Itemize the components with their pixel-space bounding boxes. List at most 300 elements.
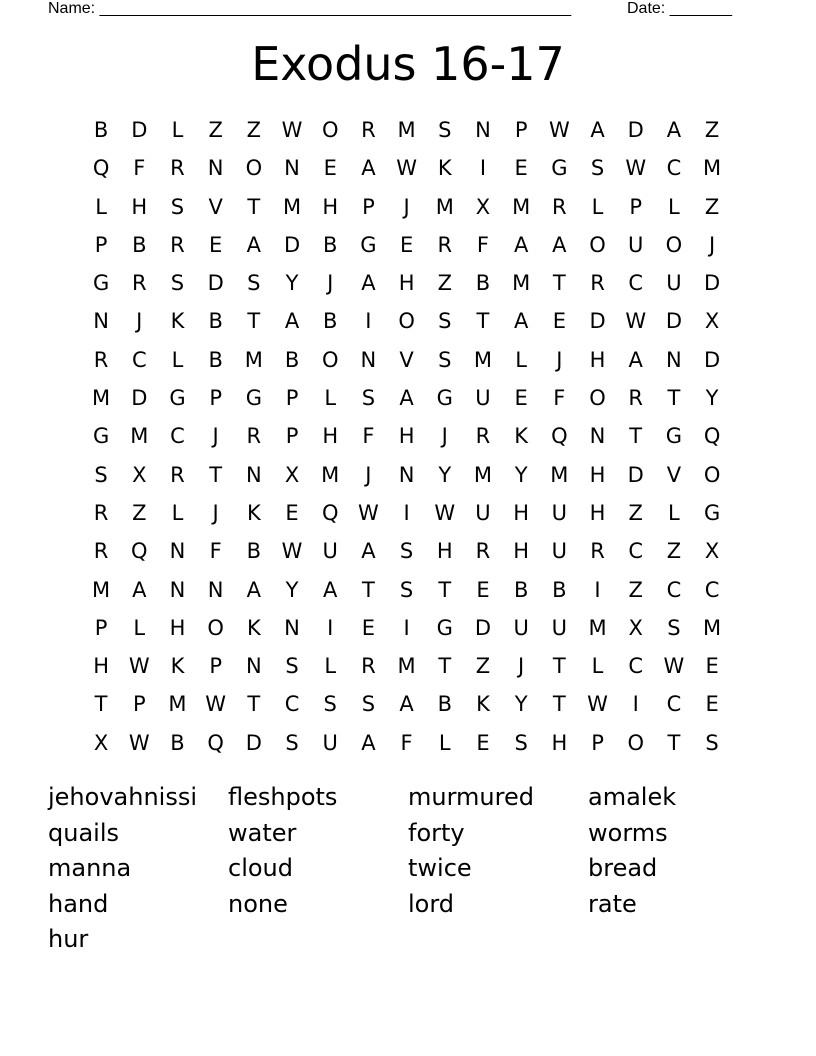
grid-letter: L	[591, 654, 604, 679]
grid-letter: U	[551, 500, 568, 525]
grid-letter: E	[514, 156, 528, 181]
grid-letter: U	[475, 500, 491, 525]
grid-letter: G	[436, 615, 453, 640]
grid-letter: M	[588, 615, 607, 640]
grid-letter: H	[436, 539, 453, 564]
grid-letter: N	[398, 462, 415, 487]
grid-letter: K	[514, 424, 529, 449]
grid-letter: A	[513, 309, 529, 334]
word-list-item: water	[228, 818, 297, 847]
grid-letter: U	[475, 386, 491, 411]
grid-letter: D	[283, 232, 301, 257]
grid-letter: Q	[703, 424, 721, 449]
grid-letter: A	[666, 118, 682, 142]
grid-letter: B	[552, 577, 567, 602]
grid-letter: L	[324, 386, 337, 411]
word-list-item: amalek	[588, 783, 677, 811]
grid-letter: A	[513, 232, 529, 257]
grid-letter: F	[362, 424, 375, 449]
grid-letter: T	[629, 424, 643, 449]
grid-letter: J	[212, 500, 219, 525]
grid-letter: P	[285, 386, 299, 411]
grid-letter: B	[323, 309, 338, 334]
grid-letter: K	[170, 654, 185, 679]
grid-letter: R	[361, 654, 376, 679]
grid-letter: Z	[666, 539, 682, 564]
grid-letter: W	[587, 692, 608, 717]
grid-letter: D	[245, 730, 262, 755]
grid-letter: S	[170, 271, 185, 296]
grid-letter: T	[438, 654, 452, 679]
grid-letter: K	[246, 500, 261, 525]
grid-letter: G	[92, 424, 110, 449]
grid-letter: T	[247, 692, 261, 717]
grid-letter: M	[321, 462, 340, 487]
grid-letter: U	[322, 730, 338, 755]
grid-letter: B	[323, 232, 338, 257]
grid-letter: S	[667, 615, 681, 640]
grid-letter: P	[591, 730, 604, 755]
grid-letter: Z	[132, 500, 147, 525]
grid-letter: D	[131, 118, 148, 142]
grid-letter: A	[552, 232, 567, 257]
grid-letter: R	[437, 232, 453, 257]
grid-letter: S	[170, 194, 185, 219]
grid-letter: E	[552, 309, 566, 334]
grid-letter: O	[321, 118, 339, 142]
grid-letter: T	[209, 462, 223, 487]
grid-letter: D	[627, 462, 644, 487]
grid-letter: T	[667, 730, 681, 755]
word-list	[48, 780, 768, 958]
grid-letter: M	[473, 462, 493, 487]
grid-letter: E	[209, 232, 223, 257]
grid-letter: D	[704, 271, 721, 296]
grid-letter: M	[282, 194, 302, 219]
grid-letter: I	[632, 692, 639, 717]
grid-letter: F	[209, 539, 222, 564]
grid-letter: M	[512, 271, 531, 296]
grid-letter: G	[665, 424, 683, 449]
grid-letter: J	[212, 424, 219, 449]
grid-letter: Y	[514, 462, 528, 487]
grid-letter: G	[360, 232, 377, 257]
grid-letter: X	[704, 309, 720, 334]
grid-letter: X	[93, 730, 109, 755]
grid-letter: W	[281, 118, 303, 142]
grid-letter: N	[207, 577, 224, 602]
grid-letter: D	[131, 386, 148, 411]
grid-letter: P	[94, 232, 108, 257]
grid-letter: E	[514, 386, 528, 411]
word-list-item: cloud	[228, 854, 293, 883]
grid-letter: W	[128, 654, 150, 679]
grid-letter: A	[361, 156, 376, 181]
grid-letter: N	[169, 539, 186, 564]
grid-letter: F	[400, 730, 413, 755]
grid-letter: A	[628, 347, 643, 372]
grid-letter: A	[246, 577, 262, 602]
grid-letter: H	[322, 424, 339, 449]
grid-letter: G	[703, 500, 721, 525]
grid-letter: Y	[514, 692, 528, 717]
grid-letter: A	[284, 309, 300, 334]
grid-letter: S	[438, 118, 452, 142]
grid-letter: C	[170, 424, 185, 449]
grid-letter: E	[399, 232, 414, 257]
grid-letter: F	[133, 156, 146, 181]
grid-letter: H	[589, 347, 606, 372]
grid-letter: S	[323, 692, 337, 717]
grid-letter: B	[475, 271, 491, 296]
grid-letter: O	[398, 309, 415, 334]
grid-letter: R	[475, 424, 491, 449]
grid-letter: K	[437, 156, 452, 181]
grid-letter: P	[94, 615, 108, 640]
grid-letter: D	[627, 118, 644, 142]
grid-letter: X	[704, 539, 720, 564]
grid-letter: R	[131, 271, 147, 296]
grid-letter: P	[629, 194, 643, 219]
grid-letter: A	[399, 386, 414, 411]
grid-letter: B	[513, 577, 529, 602]
grid-letter: S	[285, 730, 299, 755]
grid-letter: R	[170, 462, 185, 487]
grid-letter: G	[169, 386, 186, 411]
grid-letter: R	[170, 232, 185, 257]
grid-letter: J	[327, 271, 334, 296]
word-list-item: hand	[48, 889, 109, 918]
grid-letter: A	[361, 271, 376, 296]
grid-letter: L	[171, 347, 184, 372]
name-field-line: Name: _____________________________________________________	[48, 0, 572, 17]
grid-letter: Z	[704, 194, 720, 219]
grid-letter: P	[209, 654, 222, 679]
grid-letter: N	[589, 424, 606, 449]
grid-letter: F	[553, 386, 566, 411]
grid-letter: R	[93, 347, 109, 372]
word-list-item: murmured	[408, 783, 534, 811]
grid-letter: N	[245, 462, 262, 487]
grid-letter: G	[92, 271, 110, 296]
date-field-line: Date: _______	[627, 0, 732, 17]
grid-letter: M	[703, 156, 722, 181]
grid-letter: D	[665, 309, 682, 334]
grid-letter: J	[365, 462, 372, 487]
grid-letter: C	[628, 539, 644, 564]
grid-letter: L	[438, 730, 451, 755]
grid-letter: T	[247, 309, 261, 334]
grid-letter: O	[207, 615, 224, 640]
word-list-item: quails	[48, 818, 119, 847]
grid-letter: O	[589, 386, 606, 411]
grid-letter: M	[550, 462, 569, 487]
word-list-item: twice	[408, 854, 472, 883]
grid-letter: P	[209, 386, 222, 411]
grid-letter: I	[479, 156, 487, 181]
word-list-item: jehovahnissi	[48, 783, 198, 811]
grid-letter: A	[246, 232, 262, 257]
grid-letter: M	[397, 118, 416, 142]
grid-letter: B	[93, 118, 109, 142]
puzzle-title: Exodus 16-17	[251, 37, 565, 91]
grid-letter: Q	[551, 424, 568, 449]
grid-letter: I	[327, 615, 334, 640]
grid-letter: S	[285, 654, 299, 679]
word-list-item: none	[228, 889, 288, 918]
grid-letter: Y	[438, 462, 452, 487]
grid-letter: R	[170, 156, 185, 181]
grid-letter: L	[668, 194, 680, 219]
grid-letter: M	[397, 654, 416, 679]
grid-letter: H	[169, 615, 186, 640]
grid-letter: S	[399, 577, 414, 602]
grid-letter: N	[284, 156, 300, 181]
grid-letter: M	[168, 692, 187, 717]
grid-letter: G	[551, 156, 568, 181]
grid-letter: S	[94, 462, 108, 487]
grid-letter: F	[476, 232, 490, 257]
word-list-item: manna	[48, 854, 132, 883]
grid-letter: E	[285, 500, 299, 525]
grid-letter: A	[361, 539, 376, 564]
grid-letter: O	[589, 232, 606, 257]
grid-letter: T	[552, 271, 566, 296]
grid-letter: L	[133, 615, 146, 640]
grid-letter: C	[704, 577, 720, 602]
grid-letter: B	[132, 232, 147, 257]
grid-letter: E	[361, 615, 376, 640]
grid-letter: M	[473, 347, 493, 372]
grid-letter: P	[514, 118, 528, 142]
grid-letter: X	[284, 462, 300, 487]
grid-letter: Z	[475, 654, 491, 679]
grid-letter: P	[362, 194, 375, 219]
grid-letter: T	[552, 654, 566, 679]
grid-letter: E	[705, 692, 719, 717]
grid-letter: J	[518, 654, 525, 679]
grid-letter: Y	[285, 577, 299, 602]
grid-letter: J	[708, 232, 716, 257]
grid-letter: N	[169, 577, 186, 602]
grid-letter: L	[171, 500, 184, 525]
grid-letter: A	[132, 577, 147, 602]
grid-letter: H	[93, 654, 109, 679]
grid-letter: T	[361, 577, 375, 602]
grid-letter: L	[668, 500, 680, 525]
grid-letter: Z	[208, 118, 223, 142]
grid-letter: S	[514, 730, 528, 755]
word-list-item: lord	[408, 889, 455, 918]
grid-letter: U	[666, 271, 682, 296]
grid-letter: W	[663, 654, 685, 679]
grid-letter: M	[92, 386, 111, 411]
word-list-item: rate	[588, 889, 637, 918]
grid-letter: I	[403, 500, 410, 525]
grid-letter: B	[284, 347, 300, 372]
grid-letter: A	[323, 577, 338, 602]
grid-letter: L	[515, 347, 527, 372]
grid-letter: E	[476, 730, 490, 755]
grid-letter: S	[361, 386, 376, 411]
grid-letter: S	[399, 539, 414, 564]
grid-letter: T	[552, 692, 566, 717]
grid-letter: W	[625, 309, 647, 334]
grid-letter: N	[207, 156, 224, 181]
grid-letter: H	[589, 462, 606, 487]
grid-letter: T	[94, 692, 108, 717]
grid-letter: E	[323, 156, 337, 181]
grid-letter: M	[703, 615, 722, 640]
grid-letter: W	[434, 500, 456, 525]
grid-letter: T	[667, 386, 681, 411]
word-list-item: forty	[408, 818, 465, 847]
grid-letter: V	[666, 462, 682, 487]
grid-letter: M	[244, 347, 263, 372]
grid-letter: E	[705, 654, 719, 679]
grid-letter: C	[666, 156, 682, 181]
grid-letter: B	[437, 692, 452, 717]
grid-letter: I	[594, 577, 601, 602]
grid-letter: N	[666, 347, 682, 372]
grid-letter: W	[396, 156, 417, 181]
grid-letter: I	[365, 309, 372, 334]
grid-letter: H	[513, 539, 530, 564]
grid-letter: K	[170, 309, 185, 334]
grid-letter: V	[208, 194, 223, 219]
grid-letter: H	[513, 500, 530, 525]
grid-letter: C	[666, 692, 682, 717]
grid-letter: C	[628, 654, 644, 679]
grid-letter: R	[93, 539, 109, 564]
grid-letter: A	[590, 118, 605, 142]
grid-letter: Z	[628, 500, 643, 525]
grid-letter: D	[474, 615, 492, 640]
grid-letter: J	[136, 309, 143, 334]
grid-letter: C	[284, 692, 300, 717]
grid-letter: W	[128, 730, 150, 755]
grid-letter: X	[475, 194, 491, 219]
grid-letter: O	[665, 232, 683, 257]
grid-letter: J	[403, 194, 410, 219]
grid-letter: O	[321, 347, 339, 372]
grid-letter: U	[513, 615, 529, 640]
grid-letter: T	[247, 194, 261, 219]
grid-letter: Q	[321, 500, 339, 525]
grid-letter: Z	[437, 271, 452, 296]
grid-letter: R	[590, 539, 605, 564]
grid-letter: D	[207, 271, 224, 296]
grid-letter: N	[93, 309, 109, 334]
grid-letter: N	[245, 654, 262, 679]
grid-letter: N	[360, 347, 377, 372]
grid-letter: Q	[207, 730, 224, 755]
grid-letter: S	[361, 692, 376, 717]
grid-letter: L	[591, 194, 604, 219]
grid-letter: R	[361, 118, 376, 142]
grid-letter: R	[475, 539, 491, 564]
grid-letter: X	[628, 615, 643, 640]
grid-letter: B	[170, 730, 185, 755]
grid-letter: A	[361, 730, 376, 755]
word-list-item: fleshpots	[228, 783, 338, 811]
grid-letter: L	[171, 118, 184, 142]
grid-letter: E	[476, 577, 490, 602]
grid-letter: C	[628, 271, 644, 296]
grid-letter: U	[322, 539, 338, 564]
grid-letter: W	[625, 156, 647, 181]
grid-letter: Y	[705, 386, 719, 411]
grid-letter: O	[245, 156, 263, 181]
grid-letter: H	[551, 730, 568, 755]
grid-letter: Z	[704, 118, 720, 142]
grid-letter: P	[132, 692, 146, 717]
grid-letter: R	[552, 194, 567, 219]
grid-letter: R	[93, 500, 109, 525]
grid-letter: J	[441, 424, 448, 449]
grid-letter: Q	[92, 156, 110, 181]
grid-letter: B	[246, 539, 262, 564]
grid-letter: S	[590, 156, 605, 181]
grid-letter: M	[130, 424, 149, 449]
worksheet-header	[48, 0, 748, 20]
grid-letter: N	[284, 615, 300, 640]
grid-letter: R	[246, 424, 262, 449]
grid-letter: X	[132, 462, 147, 487]
word-list-item: hur	[48, 925, 89, 954]
grid-letter: K	[246, 615, 261, 640]
grid-letter: S	[247, 271, 261, 296]
grid-letter: B	[208, 309, 223, 334]
grid-letter: W	[358, 500, 379, 525]
grid-letter: A	[399, 692, 414, 717]
grid-letter: H	[589, 500, 606, 525]
grid-letter: G	[245, 386, 262, 411]
word-list-item: bread	[588, 854, 658, 883]
grid-letter: M	[435, 194, 454, 219]
grid-letter: U	[551, 539, 568, 564]
grid-letter: Y	[285, 271, 299, 296]
grid-letter: H	[322, 194, 339, 219]
grid-letter: H	[398, 424, 415, 449]
grid-letter: L	[324, 654, 337, 679]
grid-letter: C	[666, 577, 682, 602]
grid-letter: U	[551, 615, 568, 640]
grid-letter: N	[475, 118, 491, 142]
grid-letter: S	[705, 730, 719, 755]
grid-letter: D	[589, 309, 606, 334]
grid-letter: J	[556, 347, 563, 372]
grid-letter: T	[476, 309, 490, 334]
grid-letter: G	[436, 386, 453, 411]
grid-letter: M	[92, 577, 111, 602]
grid-letter: V	[399, 347, 414, 372]
grid-letter: C	[131, 347, 147, 372]
word-list-item: worms	[588, 818, 668, 847]
grid-letter: W	[281, 539, 303, 564]
grid-letter: Z	[246, 118, 262, 142]
grid-letter: Q	[131, 539, 148, 564]
grid-letter: W	[205, 692, 227, 717]
grid-letter: L	[95, 194, 107, 219]
grid-letter: B	[208, 347, 223, 372]
grid-letter: O	[627, 730, 644, 755]
grid-letter: D	[704, 347, 721, 372]
grid-letter: M	[512, 194, 531, 219]
grid-letter: R	[628, 386, 644, 411]
grid-letter: Z	[628, 577, 643, 602]
grid-letter: H	[398, 271, 415, 296]
